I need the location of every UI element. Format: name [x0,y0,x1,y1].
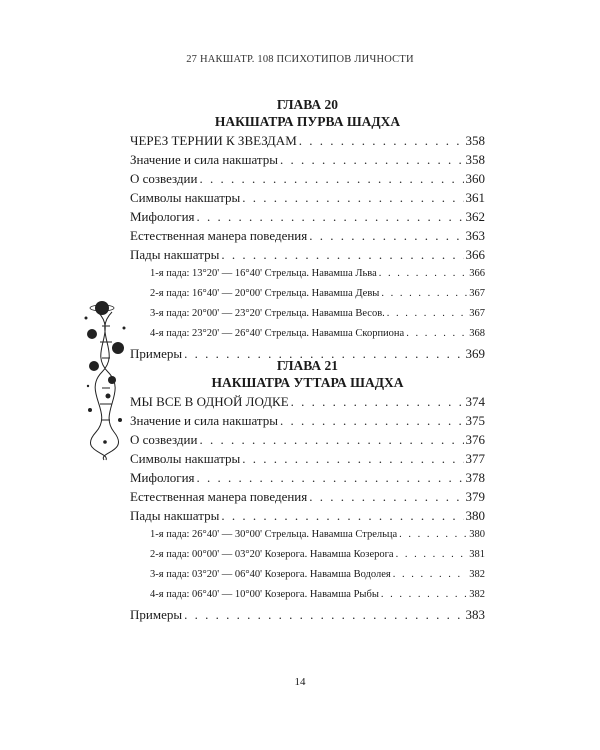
dot-leader [299,131,464,150]
toc-entry-page: 380 [469,529,485,540]
toc-subentry[interactable] [130,324,485,344]
toc-entry-page: 362 [465,209,485,224]
toc-entry-label: 2-я пада: 00°00' — 03°20' Козерога. Навамша Козерога [150,549,394,560]
toc-entry-page: 358 [465,152,485,167]
toc-entry[interactable] [130,207,485,226]
toc-entry-page: 376 [465,432,485,447]
toc-entry-label: ЧЕРЕЗ ТЕРНИИ К ЗВЕЗДАМ [130,133,297,148]
toc-entry-page: 377 [465,451,485,466]
toc-entry-page: 366 [469,268,485,279]
chapter-title: НАКШАТРА ПУРВА ШАДХА [214,114,401,129]
dot-leader [184,605,463,624]
toc-subentry[interactable] [130,304,485,324]
toc-entry[interactable] [130,449,485,468]
toc-entry[interactable] [130,226,485,245]
toc-entry-page: 380 [465,508,485,523]
toc-entry-page: 361 [465,190,485,205]
dot-leader [221,506,463,525]
toc-entry-label: 1-я пада: 13°20' — 16°40' Стрельца. Навамша Льва [150,268,377,279]
chapter-20 [130,96,485,363]
toc-entry-page: 366 [465,247,485,262]
toc-entry-label: Значение и сила накшатры [130,413,278,428]
toc-subentry[interactable] [130,284,485,304]
dot-leader [291,392,464,411]
toc-entry-label: О созвездии [130,171,198,186]
page-number: 14 [294,676,306,688]
dot-leader [221,245,463,264]
toc-entry-page: 374 [465,394,485,409]
toc-entry-label: 4-я пада: 23°20' — 26°40' Стрельца. Навамша Скорпиона [150,328,405,339]
dna-ornament-icon [78,292,134,462]
toc-entry-page: 367 [469,308,485,319]
toc-entry-label: 3-я пада: 03°20' — 06°40' Козерога. Навамша Водолея [150,569,391,580]
toc-subentry[interactable] [130,565,485,585]
toc-entry[interactable] [130,188,485,207]
toc-entry-label: Символы накшатры [130,451,241,466]
toc-entry[interactable] [130,605,485,624]
dot-leader [396,545,468,565]
toc-entry-label: 2-я пада: 16°40' — 20°00' Стрельца. Навамша Девы [150,288,380,299]
dot-leader [197,207,464,226]
toc-entry-label: Пады накшатры [130,508,220,523]
toc-entry-page: 368 [469,328,485,339]
toc-entry-page: 363 [465,228,485,243]
dot-leader [379,264,467,284]
dot-leader [199,169,463,188]
dot-leader [387,304,467,324]
running-header: 27 НАКШАТР. 108 ПСИХОТИПОВ ЛИЧНОСТИ [186,54,414,65]
toc-entry-label: Мифология [130,470,195,485]
toc-subentry[interactable] [130,585,485,605]
dot-leader [242,188,463,207]
toc-entry-page: 381 [469,549,485,560]
toc-entry-label: Естественная манера поведения [130,489,308,504]
toc-entry-page: 358 [465,133,485,148]
toc-entry-label: 1-я пада: 26°40' — 30°00' Стрельца. Навамша Стрельца [150,529,398,540]
toc-entry[interactable] [130,131,485,150]
dot-leader [309,226,463,245]
toc-entry[interactable] [130,150,485,169]
toc-entry-page: 382 [469,569,485,580]
toc-entry[interactable] [130,392,485,411]
toc-entry-page: 382 [469,589,485,600]
toc-entry-label: Пады накшатры [130,247,220,262]
toc-entry[interactable] [130,411,485,430]
dot-leader [199,430,463,449]
toc-entry-label: Мифология [130,209,195,224]
toc-entry-label: 4-я пада: 06°40' — 10°00' Козерога. Навамша Рыбы [150,589,379,600]
chapter-number: ГЛАВА 21 [276,358,339,373]
dot-leader [197,468,464,487]
toc-entry-label: О созвездии [130,432,198,447]
toc-entry-label: 3-я пада: 20°00' — 23°20' Стрельца. Навамша Весов. [150,308,385,319]
toc-entry[interactable] [130,245,485,264]
toc-entry[interactable] [130,468,485,487]
toc-subentry[interactable] [130,525,485,545]
dot-leader [242,449,463,468]
toc-subentry[interactable] [130,545,485,565]
toc-entry-page: 375 [465,413,485,428]
toc-entry[interactable] [130,430,485,449]
toc-entry[interactable] [130,506,485,525]
toc-entry[interactable] [130,169,485,188]
chapter-21 [130,357,485,624]
toc-entry-label: Примеры [130,346,183,361]
dot-leader [406,324,467,344]
toc-entry-page: 369 [465,346,485,361]
toc-entry-label: Естественная манера поведения [130,228,308,243]
toc-entry[interactable] [130,487,485,506]
toc-entry-label: МЫ ВСЕ В ОДНОЙ ЛОДКЕ [130,394,289,409]
dot-leader [309,487,463,506]
toc-entry-page: 360 [465,171,485,186]
toc-entry-page: 367 [469,288,485,299]
toc-subentry[interactable] [130,264,485,284]
dot-leader [280,411,464,430]
toc-entry-page: 379 [465,489,485,504]
toc-entry-page: 378 [465,470,485,485]
toc-entry-label: Примеры [130,607,183,622]
dot-leader [381,284,467,304]
chapter-number: ГЛАВА 20 [276,97,339,112]
chapter-title: НАКШАТРА УТТАРА ШАДХА [211,375,404,390]
dot-leader [399,525,467,545]
dot-leader [280,150,464,169]
toc-entry-page: 383 [465,607,485,622]
toc-entry-label: Символы накшатры [130,190,241,205]
dot-leader [381,585,467,605]
toc-entry-label: Значение и сила накшатры [130,152,278,167]
dot-leader [393,565,468,585]
